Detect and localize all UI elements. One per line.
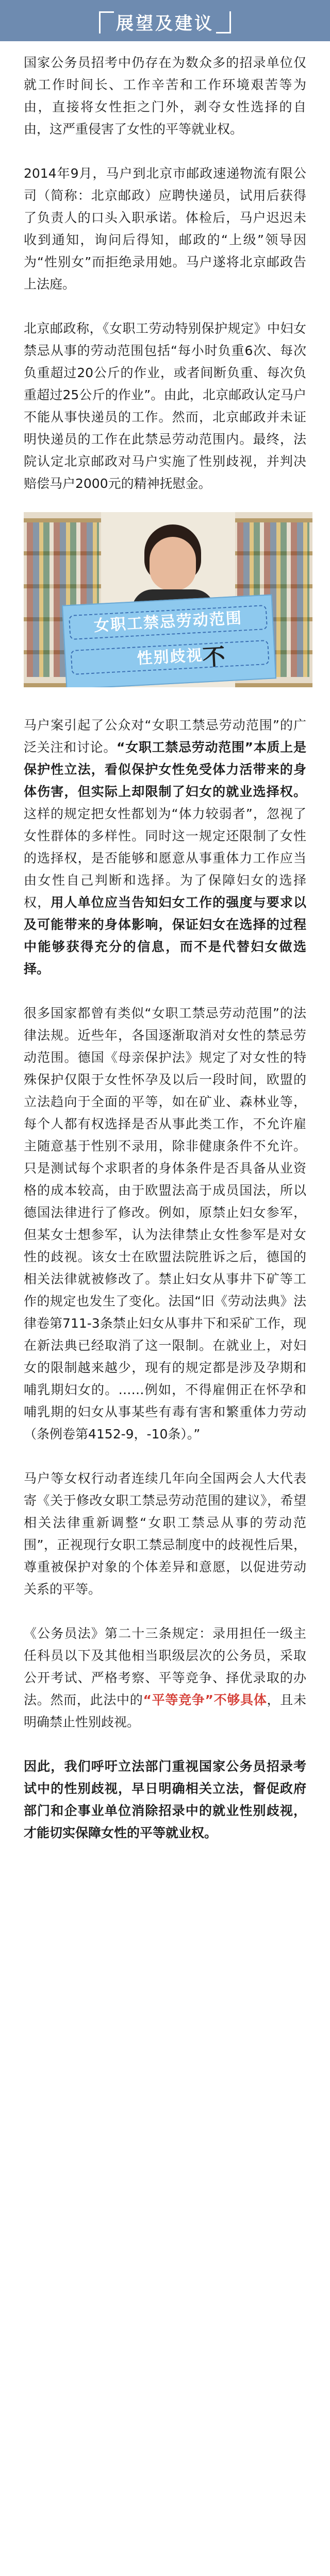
paragraph-5: 很多国家都曾有类似“女职工禁忌劳动范围”的法律法规。近些年，各国逐渐取消对女性的禁忌劳动范围。德国《母亲保护法》规定了对女性的特殊保护仅限于女性怀孕及以后一段时间，欧盟的立法趋向于全面的平等，如在矿业、森林业等，每个人都有权选择是否从事此类工作，不允许雇主随意基于性别不录用，除非健康条件不允许。只是测试每个求职者的身体条件是否具备从业资格的成本较高，由于欧盟法高于成员国法，所以德国法律进行了修改。例如，原禁止妇女参军，但某女士想参军，认为法律禁止女性参军是对女性的歧视。该女士在欧盟法院胜诉之后，德国的相关法律就被修改了。禁止妇女从事井下矿等工作的规定也发生了变化。法国“旧《劳动法典》法律卷第711-3条禁止妇女从事井下和采矿工作，现在新法典已经取消了这一限制。在就业上，对妇女的限制越来越少，现有的规定都是涉及孕期和哺乳期妇女的。……例如，不得雇佣正在怀孕和哺乳期的妇女从事某些有毒有害和繁重体力劳动（条例卷第4152-9，-10条）。” (24, 1006, 306, 1442)
paragraph-4-emphasis-2: 用人单位应当告知妇女工作的强度与要求以及可能带来的身体影响，保证妇女在选择的过程中能够获得充分的信息，而不是代替妇女做选择。 (24, 895, 306, 976)
paragraph-gap (24, 980, 306, 1002)
paragraph-7 (24, 1622, 306, 1733)
sign-text-line-1: 女职工禁忌劳动范围 (69, 605, 268, 640)
paragraph-4-middle: 这样的规定把女性都划为“体力较弱者”，忽视了女性群体的多样性。同时这一规定还限制了女性的选择权，是否能够和愿意从事重体力工作应当由女性自己判断和选择。为了保障妇女的选择权， (24, 806, 306, 910)
sign-handwritten-mark: 不 (202, 643, 226, 671)
paragraph-gap (24, 140, 306, 162)
sign-text-line-2: 性别歧视 (71, 640, 270, 675)
protest-sign (62, 594, 276, 687)
paragraph-gap (24, 295, 306, 317)
paragraph-6: 马户等女权行动者连续几年向全国两会人大代表寄《关于修改女职工禁忌劳动范围的建议》，希望相关法律重新调整“女职工禁忌从事的劳动范围”，正视现行女职工禁忌制度中的歧视性后果，尊重被保护对象的个体差异和意愿，以促进劳动关系的平等。 (24, 1471, 306, 1597)
paragraph-gap (24, 1733, 306, 1755)
paragraph-3: 北京邮政称，《女职工劳动特别保护规定》中妇女禁忌从事的劳动范围包括“每小时负重6次、每次负重超过20公斤的作业，或者间断负重、每次负重超过25公斤的作业”。由此，北京邮政认定马户不能从事快递员的工作。然而，北京邮政并未证明快递员的工作在此禁忌劳动范围内。最终，法院认定北京邮政对马户实施了性别歧视，并判决赔偿马户2000元的精神抚慰金。 (24, 321, 306, 491)
paragraph-4-emphasis-1: “女职工禁忌劳动范围”本质上是保护性立法，看似保护女性免受体力活带来的身体伤害，但实际上却限制了妇女的就业选择权。 (24, 740, 306, 799)
person-face (150, 537, 196, 590)
paragraph-4 (24, 714, 306, 980)
paragraph-gap (24, 1600, 306, 1622)
paragraph-7-intro: 《公务员法》第二十三条规定：录用担任一级主任科员以下及其他相当职级层次的公务员，采取公开考试、严格考察、平等竞争、择优录取的办法。然而，此法中的 (24, 1626, 306, 1707)
article-body (0, 52, 330, 1844)
section-header (0, 0, 330, 41)
paragraph-2: 2014年9月，马户到北京市邮政速递物流有限公司（简称：北京邮政）应聘快递员，试用后获得了负责人的口头入职承诺。体检后，马户迟迟未收到通知，询问后得知，邮政的“上级”领导因为“性别女”而拒绝录用她。马户遂将北京邮政告上法庭。 (24, 166, 306, 292)
paragraph-4-intro: 马户案引起了公众对“女职工禁忌劳动范围”的广泛关注和讨论。 (24, 718, 306, 755)
paragraph-gap (24, 1445, 306, 1467)
paragraph-8-conclusion: 因此，我们呼吁立法部门重视国家公务员招录考试中的性别歧视，早日明确相关立法，督促政府部门和企事业单位消除招录中的就业性别歧视，才能切实保障女性的平等就业权。 (24, 1759, 306, 1840)
paragraph-7-highlight: “平等竞争”不够具体 (143, 1692, 267, 1707)
paragraph-1: 国家公务员招考中仍存在为数众多的招录单位仅就工作时间长、工作辛苦和工作环境艰苦等为由，直接将女性拒之门外，剥夺女性选择的自由，这严重侵害了女性的平等就业权。 (24, 55, 306, 137)
section-title: 展望及建议 (116, 13, 214, 34)
protest-photo (24, 512, 312, 687)
paragraph-7-end: ，且未明确禁止性别歧视。 (24, 1692, 306, 1730)
